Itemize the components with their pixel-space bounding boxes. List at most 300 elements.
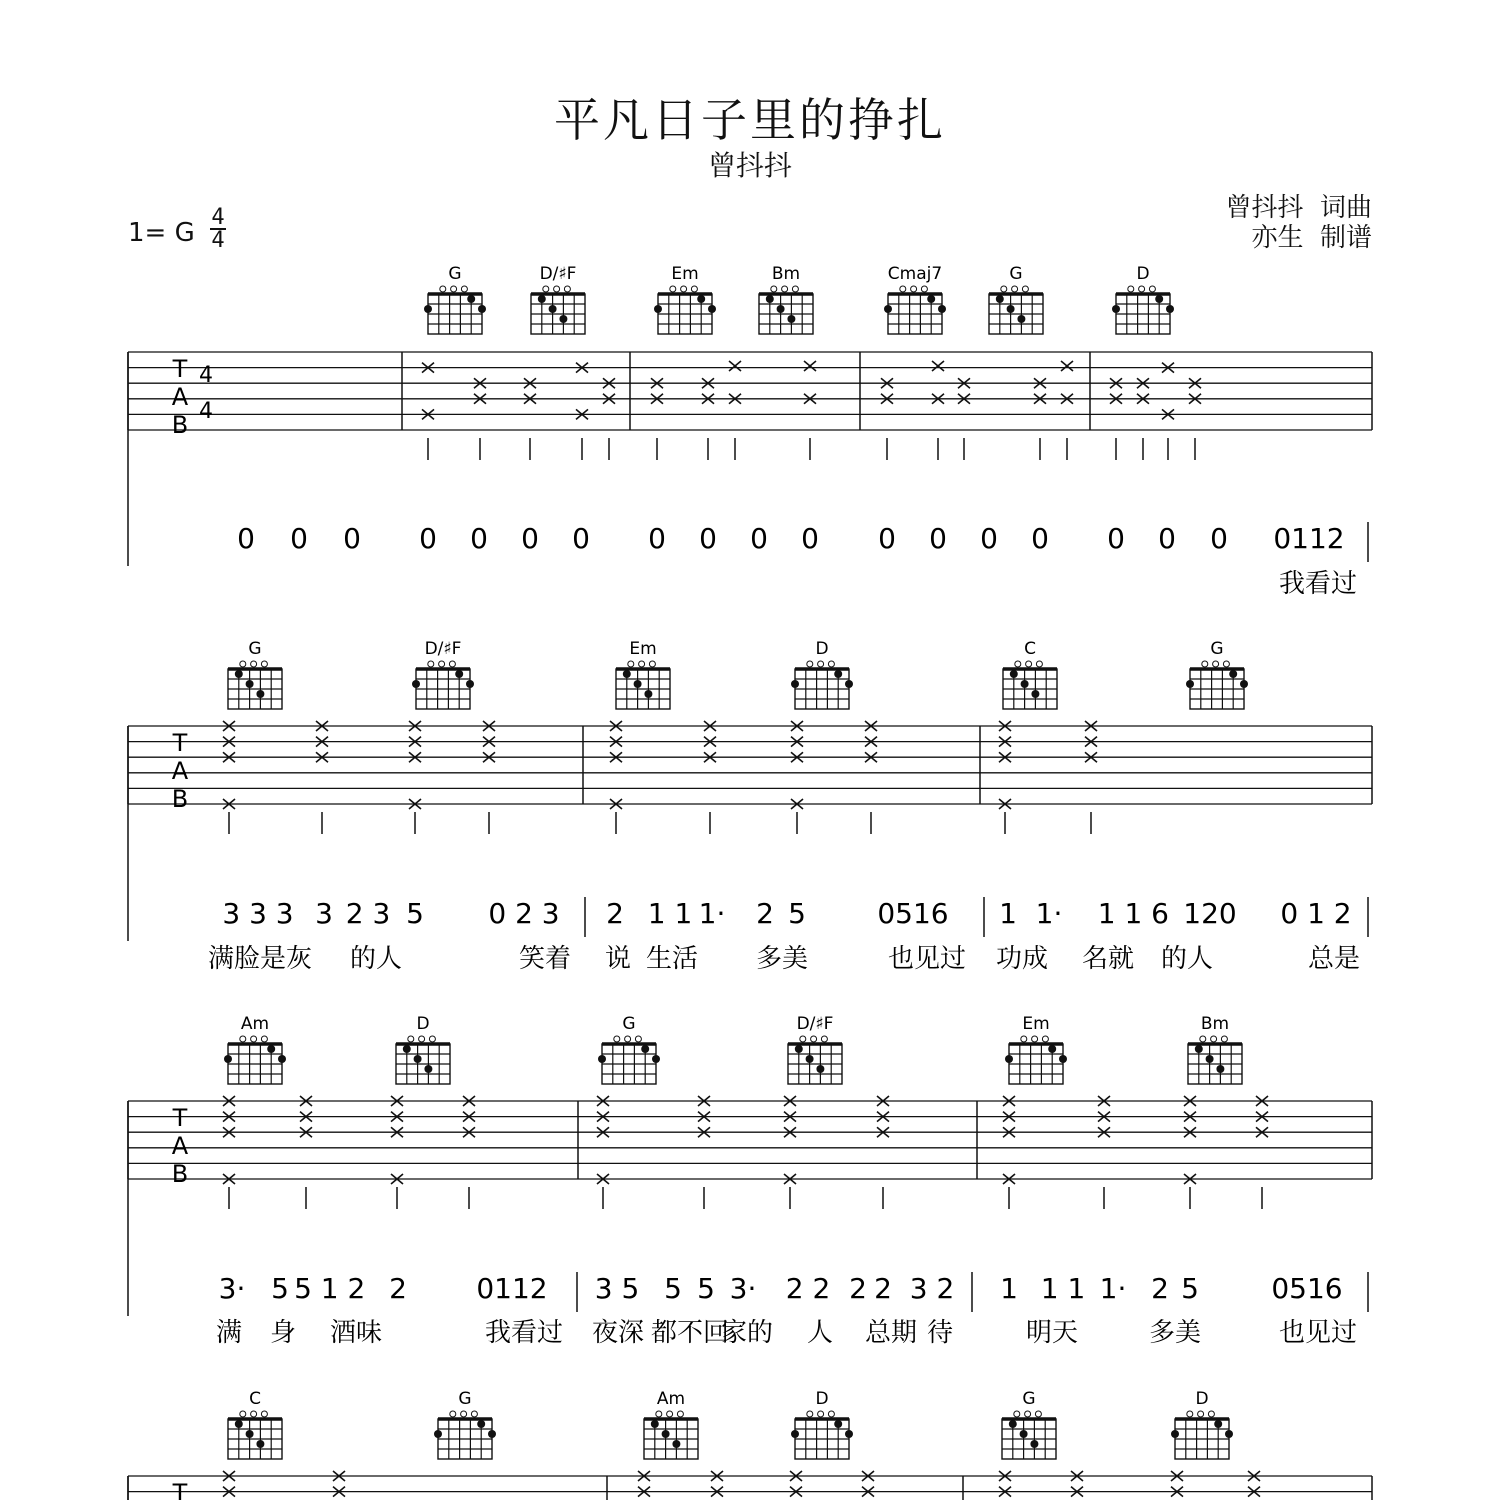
open-string-mark	[419, 1036, 425, 1042]
finger-dot	[1206, 1055, 1214, 1063]
tab-strum-mark	[932, 361, 944, 371]
notation-note: 5	[294, 1272, 312, 1305]
notation-note: 2 2	[785, 1272, 831, 1305]
open-string-mark	[251, 661, 257, 667]
open-string-mark	[818, 661, 824, 667]
finger-dot	[256, 690, 264, 698]
open-string-mark	[1021, 1036, 1027, 1042]
tab-clef-letter: T	[172, 355, 188, 383]
chord-diagram	[531, 264, 585, 334]
notation-note: 3 2	[909, 1272, 955, 1305]
open-string-mark	[261, 1411, 267, 1417]
chord-name: Am	[240, 1014, 270, 1034]
notation-note: 0 2 3	[488, 897, 560, 930]
open-string-mark	[811, 1036, 817, 1042]
tab-clef-letter: A	[171, 1132, 189, 1160]
finger-dot	[834, 1420, 842, 1428]
chord-name: Am	[656, 1389, 686, 1409]
lyric-word: 人	[806, 1318, 834, 1348]
lyrics-line	[1279, 569, 1357, 599]
finger-dot	[641, 1045, 649, 1053]
notation-note: 6	[1151, 897, 1169, 930]
tab-clef	[172, 1479, 189, 1500]
open-string-mark	[1025, 1411, 1031, 1417]
tab-clef-letter: T	[172, 1479, 188, 1500]
open-string-mark	[1187, 1411, 1193, 1417]
open-string-mark	[1149, 286, 1155, 292]
tab-clef-letter: T	[172, 1104, 188, 1132]
finger-dot	[1059, 1055, 1067, 1063]
tab-system	[128, 1389, 1372, 1500]
lyric-word: 明天	[1025, 1318, 1079, 1348]
open-string-mark	[828, 661, 834, 667]
chord-name: C	[1024, 639, 1036, 659]
finger-dot	[697, 295, 705, 303]
notation-note: 1	[1000, 1272, 1018, 1305]
chord-diagram	[424, 264, 486, 334]
tab-system	[128, 264, 1372, 599]
finger-dot	[1048, 1045, 1056, 1053]
open-string-mark	[828, 1411, 834, 1417]
open-string-mark	[677, 1411, 683, 1417]
finger-dot	[927, 295, 935, 303]
notation-note: 2 3	[345, 897, 391, 930]
open-string-mark	[782, 286, 788, 292]
open-string-mark	[1035, 1411, 1041, 1417]
notation-note: 0	[290, 522, 308, 555]
open-string-mark	[451, 286, 457, 292]
chord-diagram	[1002, 1389, 1056, 1459]
notation-note: 2	[874, 1272, 892, 1305]
open-string-mark	[240, 1036, 246, 1042]
open-string-mark	[1042, 1036, 1048, 1042]
notation-note: 0	[1107, 522, 1125, 555]
numbered-notation	[237, 522, 1368, 562]
notation-note: 5	[271, 1272, 289, 1305]
lyric-word: 家的	[720, 1318, 774, 1348]
open-string-mark	[1015, 661, 1021, 667]
finger-dot	[816, 1065, 824, 1073]
finger-dot	[884, 305, 892, 313]
chord-name: Cmaj7	[887, 264, 943, 284]
notation-note: 0	[572, 522, 590, 555]
tab-system	[128, 1014, 1372, 1348]
notation-note: 1·	[1099, 1272, 1127, 1305]
open-string-mark	[1001, 286, 1007, 292]
open-string-mark	[614, 1036, 620, 1042]
credit-line-arranger: 亦生 制谱	[1251, 223, 1372, 253]
notation-note: 0	[521, 522, 539, 555]
lyric-word: 多美	[1148, 1318, 1202, 1348]
open-string-mark	[261, 1036, 267, 1042]
open-string-mark	[771, 286, 777, 292]
open-string-mark	[261, 661, 267, 667]
open-string-mark	[1032, 1036, 1038, 1042]
finger-dot	[549, 305, 557, 313]
finger-dot	[777, 305, 785, 313]
notation-note: 0	[980, 522, 998, 555]
chord-name: D	[416, 1014, 430, 1034]
finger-dot	[1186, 680, 1194, 688]
open-string-mark	[408, 1036, 414, 1042]
time-signature-top: 4	[211, 205, 225, 230]
tab-strum-mark	[1061, 361, 1073, 371]
finger-dot	[267, 1045, 275, 1053]
open-string-mark	[1139, 286, 1145, 292]
open-string-mark	[240, 661, 246, 667]
tab-clef	[172, 729, 189, 813]
tab-time-bottom: 4	[199, 399, 213, 424]
lyric-word: 生活	[645, 944, 699, 974]
chord-diagram	[224, 1014, 286, 1084]
chord-name: Em	[629, 639, 657, 659]
chord-name: Em	[1022, 1014, 1050, 1034]
finger-dot	[634, 680, 642, 688]
notation-note: 3	[315, 897, 333, 930]
chord-diagram	[1171, 1389, 1233, 1459]
finger-dot	[806, 1055, 814, 1063]
finger-dot	[708, 305, 716, 313]
chord-name: D/♯F	[796, 1014, 834, 1034]
open-string-mark	[1022, 286, 1028, 292]
lyric-word: 总期	[864, 1318, 918, 1348]
finger-dot	[654, 305, 662, 313]
notation-note: 0	[1158, 522, 1176, 555]
open-string-mark	[911, 286, 917, 292]
finger-dot	[662, 1430, 670, 1438]
notation-note: 0	[419, 522, 437, 555]
finger-dot	[795, 1045, 803, 1053]
chord-name: D	[1136, 264, 1150, 284]
finger-dot	[652, 1055, 660, 1063]
chord-name: Bm	[1200, 1014, 1230, 1034]
chord-diagram	[228, 639, 282, 709]
finger-dot	[834, 670, 842, 678]
finger-dot	[651, 1420, 659, 1428]
tab-strum-mark	[804, 361, 816, 371]
chord-name: D	[815, 639, 829, 659]
lyric-word: 满脸是灰	[207, 944, 313, 974]
finger-dot	[278, 1055, 286, 1063]
open-string-mark	[564, 286, 570, 292]
chord-name: D	[1195, 1389, 1209, 1409]
open-string-mark	[900, 286, 906, 292]
tab-clef-letter: B	[171, 1160, 189, 1188]
open-string-mark	[461, 286, 467, 292]
finger-dot	[455, 670, 463, 678]
tab-clef-letter: B	[171, 411, 189, 439]
lyric-word: 也见过	[1278, 1318, 1358, 1348]
finger-dot	[1020, 1430, 1028, 1438]
finger-dot	[1195, 1045, 1203, 1053]
open-string-mark	[639, 661, 645, 667]
finger-dot	[488, 1430, 496, 1438]
finger-dot	[766, 295, 774, 303]
notation-note: 1 1	[1040, 1272, 1086, 1305]
finger-dot	[1155, 295, 1163, 303]
open-string-mark	[251, 1036, 257, 1042]
finger-dot	[466, 680, 474, 688]
open-string-mark	[691, 286, 697, 292]
finger-dot	[672, 1440, 680, 1448]
notation-note: 5	[697, 1272, 715, 1305]
chord-diagram	[791, 1389, 853, 1459]
notation-note: 1 2	[320, 1272, 366, 1305]
open-string-mark	[461, 1411, 467, 1417]
open-string-mark	[1221, 1036, 1227, 1042]
tab-clef-letter: T	[172, 729, 188, 757]
chord-diagram	[1003, 639, 1057, 709]
notation-note: 120	[1183, 897, 1237, 930]
notation-note: 0	[343, 522, 361, 555]
open-string-mark	[449, 661, 455, 667]
finger-dot	[623, 670, 631, 678]
lyric-word: 的人	[1160, 944, 1214, 974]
finger-dot	[224, 1055, 232, 1063]
open-string-mark	[807, 661, 813, 667]
finger-dot	[1216, 1065, 1224, 1073]
notation-note: 0	[648, 522, 666, 555]
notation-note: 0516	[1271, 1272, 1343, 1305]
numbered-notation	[222, 897, 1368, 937]
open-string-mark	[1026, 661, 1032, 667]
chord-diagram	[396, 1014, 450, 1084]
finger-dot	[644, 690, 652, 698]
open-string-mark	[1211, 1036, 1217, 1042]
lyric-word: 满	[215, 1318, 243, 1348]
lyric-word: 酒味	[329, 1318, 383, 1348]
finger-dot	[791, 1430, 799, 1438]
open-string-mark	[821, 1036, 827, 1042]
finger-dot	[235, 670, 243, 678]
chord-diagram	[989, 264, 1043, 334]
tab-time-top: 4	[199, 363, 213, 388]
finger-dot	[434, 1430, 442, 1438]
chord-diagram	[654, 264, 716, 334]
finger-dot	[1229, 670, 1237, 678]
lyric-word: 名就	[1081, 944, 1135, 974]
tab-clef-letter: A	[171, 757, 189, 785]
open-string-mark	[1014, 1411, 1020, 1417]
chord-diagram	[884, 264, 946, 334]
open-string-mark	[440, 286, 446, 292]
finger-dot	[938, 305, 946, 313]
notation-note: 5	[1181, 1272, 1199, 1305]
notation-note: 0112	[1273, 522, 1345, 555]
chord-name: G	[248, 639, 262, 659]
finger-dot	[1005, 1055, 1013, 1063]
open-string-mark	[667, 1411, 673, 1417]
open-string-mark	[681, 286, 687, 292]
finger-dot	[1010, 670, 1018, 678]
finger-dot	[1225, 1430, 1233, 1438]
chord-diagram	[598, 1014, 660, 1084]
lyric-word: 都不回	[650, 1318, 730, 1348]
chord-name: G	[1009, 264, 1023, 284]
chord-diagram	[759, 264, 813, 334]
artist-name: 曾抖抖	[707, 149, 792, 182]
open-string-mark	[792, 286, 798, 292]
finger-dot	[235, 1420, 243, 1428]
chord-name: G	[622, 1014, 636, 1034]
numbered-notation	[219, 1272, 1368, 1312]
finger-dot	[598, 1055, 606, 1063]
open-string-mark	[1036, 661, 1042, 667]
chord-name: C	[249, 1389, 261, 1409]
open-string-mark	[818, 1411, 824, 1417]
open-string-mark	[649, 661, 655, 667]
chord-diagram	[1186, 639, 1248, 709]
tab-clef	[172, 1104, 189, 1188]
finger-dot	[1214, 1420, 1222, 1428]
lyric-word: 我看过	[1278, 569, 1358, 599]
open-string-mark	[635, 1036, 641, 1042]
open-string-mark	[450, 1411, 456, 1417]
notation-note: 2	[389, 1272, 407, 1305]
finger-dot	[538, 295, 546, 303]
notation-note: 0112	[476, 1272, 548, 1305]
open-string-mark	[656, 1411, 662, 1417]
notation-note: 0	[699, 522, 717, 555]
lyric-word: 多美	[755, 944, 809, 974]
open-string-mark	[1223, 661, 1229, 667]
tab-clef-letter: B	[171, 785, 189, 813]
open-string-mark	[1213, 661, 1219, 667]
notation-note: 0	[929, 522, 947, 555]
chord-name: Em	[671, 264, 699, 284]
notation-note: 0	[470, 522, 488, 555]
open-string-mark	[625, 1036, 631, 1042]
finger-dot	[845, 1430, 853, 1438]
chord-diagram	[1188, 1014, 1242, 1084]
notation-note: 0	[801, 522, 819, 555]
chord-diagram	[1005, 1014, 1067, 1084]
open-string-mark	[471, 1411, 477, 1417]
open-string-mark	[1012, 286, 1018, 292]
open-string-mark	[439, 661, 445, 667]
notation-note: 0	[237, 522, 255, 555]
open-string-mark	[800, 1036, 806, 1042]
chord-name: G	[1022, 1389, 1036, 1409]
chord-diagram	[644, 1389, 698, 1459]
open-string-mark	[251, 1411, 257, 1417]
key-signature: 1= G	[128, 218, 195, 248]
notation-note: 0	[750, 522, 768, 555]
notation-note: 2	[756, 897, 774, 930]
notation-note: 2	[606, 897, 624, 930]
finger-dot	[559, 315, 567, 323]
finger-dot	[478, 305, 486, 313]
open-string-mark	[628, 661, 634, 667]
finger-dot	[996, 295, 1004, 303]
finger-dot	[1240, 680, 1248, 688]
notation-note: 2	[849, 1272, 867, 1305]
notation-note: 1 1	[1097, 897, 1143, 930]
chord-diagram	[412, 639, 474, 709]
open-string-mark	[429, 1036, 435, 1042]
open-string-mark	[921, 286, 927, 292]
chord-diagram	[228, 1389, 282, 1459]
finger-dot	[412, 680, 420, 688]
open-string-mark	[240, 1411, 246, 1417]
notation-note: 5	[788, 897, 806, 930]
finger-dot	[791, 680, 799, 688]
open-string-mark	[1128, 286, 1134, 292]
lyric-word: 说	[604, 944, 632, 974]
tab-clef	[172, 355, 189, 439]
lyric-word: 待	[926, 1318, 954, 1348]
notation-note: 1·	[1035, 897, 1063, 930]
finger-dot	[403, 1045, 411, 1053]
chord-name: D/♯F	[424, 639, 462, 659]
chord-name: G	[448, 264, 462, 284]
finger-dot	[1112, 305, 1120, 313]
finger-dot	[1031, 690, 1039, 698]
credit-line-lyrics-music: 曾抖抖 词曲	[1225, 193, 1372, 223]
lyric-word: 夜深	[591, 1318, 645, 1348]
notation-note: 1 1	[647, 897, 693, 930]
notation-note: 0	[878, 522, 896, 555]
open-string-mark	[670, 286, 676, 292]
notation-note: 0	[1210, 522, 1228, 555]
lyric-word: 的人	[349, 944, 403, 974]
lyric-word: 也见过	[887, 944, 967, 974]
open-string-mark	[1202, 661, 1208, 667]
chord-diagram	[788, 1014, 842, 1084]
finger-dot	[477, 1420, 485, 1428]
chord-name: D	[815, 1389, 829, 1409]
notation-note: 3 3 3	[222, 897, 294, 930]
tab-clef-letter: A	[171, 383, 189, 411]
open-string-mark	[554, 286, 560, 292]
notation-note: 0	[1031, 522, 1049, 555]
chord-diagram	[791, 639, 853, 709]
finger-dot	[845, 680, 853, 688]
lyrics-line	[216, 1318, 1357, 1348]
chord-name: D/♯F	[539, 264, 577, 284]
lyric-word: 功成	[995, 944, 1049, 974]
finger-dot	[1171, 1430, 1179, 1438]
open-string-mark	[1208, 1411, 1214, 1417]
finger-dot	[1021, 680, 1029, 688]
notation-note: 1·	[698, 897, 726, 930]
finger-dot	[467, 295, 475, 303]
notation-note: 5	[664, 1272, 682, 1305]
open-string-mark	[543, 286, 549, 292]
finger-dot	[1009, 1420, 1017, 1428]
open-string-mark	[428, 661, 434, 667]
finger-dot	[256, 1440, 264, 1448]
chord-name: Bm	[771, 264, 801, 284]
song-title: 平凡日子里的挣扎	[554, 93, 946, 147]
finger-dot	[1007, 305, 1015, 313]
tab-system	[128, 639, 1372, 974]
finger-dot	[424, 305, 432, 313]
chord-diagram	[616, 639, 670, 709]
notation-note: 0 1 2	[1280, 897, 1352, 930]
open-string-mark	[807, 1411, 813, 1417]
lyric-word: 我看过	[484, 1318, 564, 1348]
notation-note: 0516	[877, 897, 949, 930]
lyric-word: 笑着	[518, 944, 572, 974]
notation-note: 3 5	[594, 1272, 640, 1305]
finger-dot	[787, 315, 795, 323]
finger-dot	[246, 680, 254, 688]
finger-dot	[1030, 1440, 1038, 1448]
notation-note: 1	[999, 897, 1017, 930]
chord-name: G	[458, 1389, 472, 1409]
open-string-mark	[1198, 1411, 1204, 1417]
